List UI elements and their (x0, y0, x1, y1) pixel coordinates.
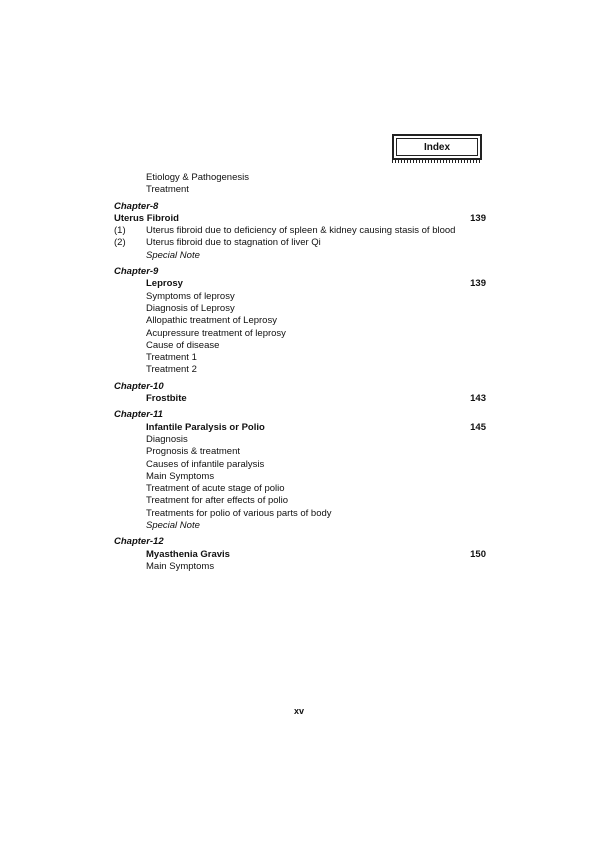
chapter-title: Myasthenia Gravis (146, 548, 230, 560)
entry-number: (1) (114, 225, 126, 237)
toc-item: Treatment (146, 184, 189, 196)
chapter-heading: Chapter-10 (114, 380, 164, 392)
chapter-heading: Chapter-11 (114, 409, 163, 421)
entry-number: (2) (114, 237, 126, 249)
chapter-title: Uterus Fibroid (114, 212, 179, 224)
chapter-title-entry (114, 549, 486, 561)
page-ref: 145 (470, 421, 486, 433)
toc-item: Diagnosis (146, 433, 188, 445)
chapter-heading: Chapter-12 (114, 536, 164, 548)
entry-text: Uterus fibroid due to deficiency of spleen & kidney causing stasis of blood (146, 225, 456, 237)
special-note: Special Note (146, 249, 200, 261)
toc-item: Treatment for after effects of polio (146, 495, 289, 507)
toc-item: Diagnosis of Leprosy (146, 302, 235, 314)
index-header-hatch (392, 160, 482, 163)
toc-item: Prognosis & treatment (146, 446, 240, 458)
chapter-title-entry (114, 422, 486, 434)
page-number: xv (293, 706, 304, 716)
entry-text: Uterus fibroid due to stagnation of liver Qi (146, 237, 321, 249)
numbered-entry (114, 237, 486, 249)
index-header-label: Index (423, 141, 451, 153)
table-of-contents (114, 172, 486, 573)
toc-item: Treatment 2 (146, 364, 197, 376)
numbered-entry (114, 225, 486, 237)
toc-item: Acupressure treatment of leprosy (146, 327, 286, 339)
index-header-inner-frame (396, 138, 478, 156)
page-ref: 150 (470, 548, 486, 560)
toc-item: Causes of infantile paralysis (146, 458, 265, 470)
chapter-heading: Chapter-8 (114, 200, 159, 212)
toc-item: Treatment of acute stage of polio (146, 483, 285, 495)
chapter-heading: Chapter-9 (114, 266, 159, 278)
toc-item: Main Symptoms (146, 470, 215, 482)
chapter-title: Frostbite (146, 393, 187, 405)
page-ref: 139 (470, 212, 486, 224)
chapter-title-entry (114, 213, 486, 225)
chapter-title: Infantile Paralysis or Polio (146, 421, 265, 433)
toc-item: Treatments for polio of various parts of body (146, 507, 332, 519)
chapter-title-entry (114, 278, 486, 290)
toc-item: Treatment 1 (146, 352, 197, 364)
page-ref: 143 (470, 393, 486, 405)
toc-item: Cause of disease (146, 339, 220, 351)
page-ref: 139 (470, 278, 486, 290)
index-header-box (392, 134, 482, 160)
chapter-title: Leprosy (146, 278, 183, 290)
special-note: Special Note (146, 520, 200, 532)
toc-item: Etiology & Pathogenesis (146, 172, 249, 183)
chapter-title-entry (114, 393, 486, 405)
toc-item: Main Symptoms (146, 560, 215, 572)
toc-item: Symptoms of leprosy (146, 290, 235, 302)
toc-item: Allopathic treatment of Leprosy (146, 315, 277, 327)
